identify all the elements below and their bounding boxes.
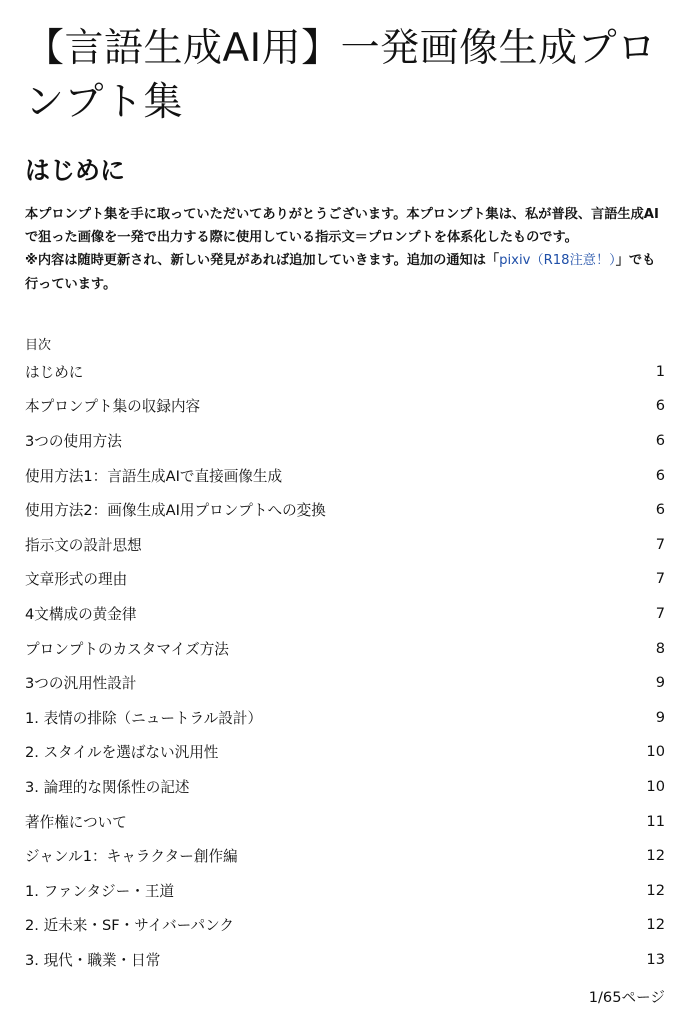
- toc-entry-page: 12: [646, 847, 665, 865]
- toc-entry-title: 文章形式の理由: [25, 571, 128, 589]
- toc-entry-page: 9: [655, 708, 665, 726]
- intro-text-main: 本プロンプト集を手に取っていただいてありがとうございます。本プロンプト集は、私が普段、言語生成AIで狙った画像を一発で出力する際に使用している指示文＝プロンプトを体系化したものです。: [25, 207, 659, 246]
- toc-entry-page: 12: [646, 916, 665, 934]
- toc-entry-title: 3. 現代・職業・日常: [25, 951, 161, 969]
- toc-entry-title: 1. ファンタジー・王道: [25, 882, 175, 900]
- pixiv-link[interactable]: pixiv（R18注意！）: [499, 253, 616, 269]
- toc-entry[interactable]: [25, 458, 665, 493]
- toc-entry-page: 11: [646, 812, 665, 830]
- toc-entry[interactable]: [25, 423, 665, 458]
- toc-entry-title: はじめに: [25, 363, 84, 381]
- toc-entry-title: 1. 表情の排除（ニュートラル設計）: [25, 709, 263, 727]
- toc-entry-page: 6: [655, 466, 665, 484]
- toc-entry[interactable]: [25, 873, 665, 908]
- toc-entry-page: 13: [646, 950, 665, 968]
- toc-entry[interactable]: [25, 769, 665, 804]
- toc-entry-title: プロンプトのカスタマイズ方法: [25, 640, 229, 658]
- toc-entry-title: 使用方法1：言語生成AIで直接画像生成: [25, 467, 283, 485]
- toc-entry-title: 3つの使用方法: [25, 432, 122, 450]
- toc-entry-page: 8: [655, 639, 665, 657]
- toc-entry[interactable]: [25, 562, 665, 597]
- toc-entry-page: 10: [646, 743, 665, 761]
- toc-entry-page: 6: [655, 397, 665, 415]
- toc-entry-page: 1: [655, 362, 665, 380]
- intro-text-note: ※内容は随時更新され、新しい発見があれば追加していきます。追加の通知は「: [25, 253, 500, 269]
- toc-entry[interactable]: [25, 700, 665, 735]
- toc-entry-page: 7: [655, 570, 665, 588]
- toc-entry-page: 7: [655, 535, 665, 553]
- toc-entry[interactable]: [25, 908, 665, 943]
- toc-entry-page: 10: [646, 777, 665, 795]
- toc-entry-page: 12: [646, 881, 665, 899]
- intro-paragraph: [25, 203, 665, 296]
- toc-label: 目次: [25, 338, 52, 353]
- toc-entry-title: ジャンル1：キャラクター創作編: [25, 848, 238, 866]
- toc-entry[interactable]: [25, 492, 665, 527]
- toc-entry-title: 3つの汎用性設計: [25, 675, 137, 693]
- toc-entry-page: 6: [655, 431, 665, 449]
- toc-entry-title: 使用方法2：画像生成AI用プロンプトへの変換: [25, 502, 326, 520]
- toc-entry-title: 著作権について: [25, 813, 127, 831]
- toc-entry[interactable]: [25, 804, 665, 839]
- toc-entry-title: 2. 近未来・SF・サイバーパンク: [25, 917, 235, 935]
- section-heading-intro: はじめに: [25, 156, 126, 185]
- toc-entry-page: 9: [655, 674, 665, 692]
- toc-entry-title: 本プロンプト集の収録内容: [25, 398, 201, 416]
- table-of-contents: [25, 354, 665, 977]
- toc-entry-page: 6: [655, 501, 665, 519]
- toc-entry-title: 4文構成の黄金律: [25, 605, 137, 623]
- document-title: 【言語生成AI用】一発画像生成プロンプト集: [25, 26, 657, 125]
- toc-entry-title: 2. スタイルを選ばない汎用性: [25, 744, 219, 762]
- toc-entry-title: 3. 論理的な関係性の記述: [25, 778, 190, 796]
- toc-entry[interactable]: [25, 665, 665, 700]
- toc-entry-title: 指示文の設計思想: [25, 536, 142, 554]
- toc-entry[interactable]: [25, 527, 665, 562]
- toc-entry[interactable]: [25, 942, 665, 977]
- intro-text-note-end: 」でも行っています。: [25, 253, 656, 292]
- toc-entry[interactable]: [25, 838, 665, 873]
- toc-entry[interactable]: [25, 631, 665, 666]
- page-indicator: 1/65ページ: [588, 989, 665, 1006]
- toc-entry-page: 7: [655, 604, 665, 622]
- toc-entry[interactable]: [25, 354, 665, 389]
- toc-entry[interactable]: [25, 596, 665, 631]
- toc-entry[interactable]: [25, 735, 665, 770]
- toc-entry[interactable]: [25, 389, 665, 424]
